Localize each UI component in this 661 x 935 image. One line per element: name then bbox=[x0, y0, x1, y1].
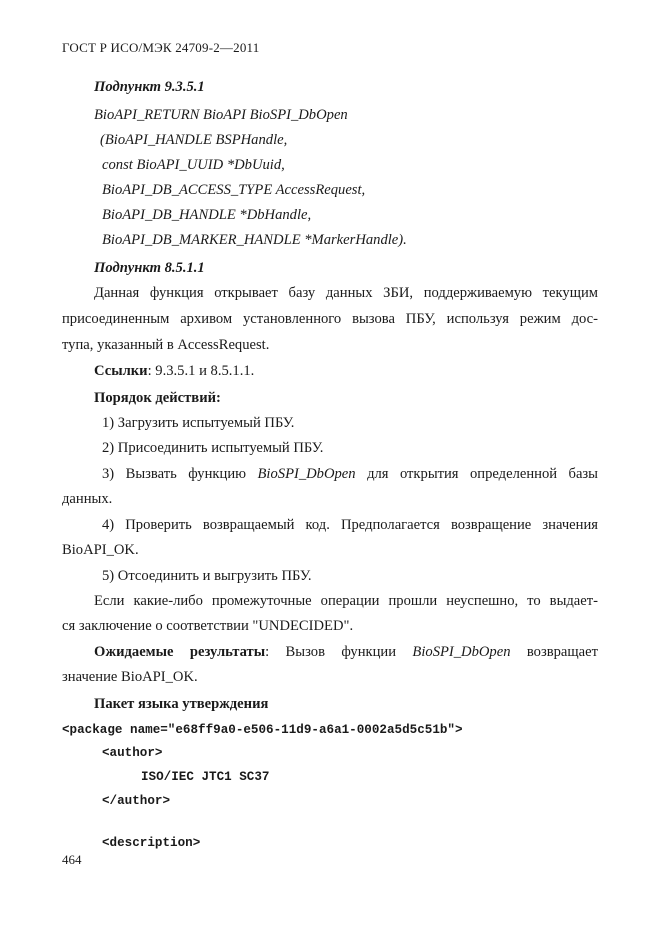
procedure-step-1: 1) Загрузить испытуемый ПБУ. bbox=[102, 415, 295, 431]
code-line: <description> bbox=[102, 836, 201, 850]
code-line: </author> bbox=[102, 794, 171, 808]
expected-results-suffix: возвращает bbox=[526, 644, 598, 660]
expected-results-label: Ожидаемые результаты bbox=[94, 644, 266, 660]
procedure-step-3 bbox=[102, 465, 598, 483]
code-line: ISO/IEC JTC1 SC37 bbox=[141, 770, 270, 784]
function-signature-line: const BioAPI_UUID *DbUuid, bbox=[102, 157, 285, 173]
expected-results-continuation: значение BioAPI_OK. bbox=[62, 669, 198, 685]
subclause-heading-8-5-1-1: Подпункт 8.5.1.1 bbox=[94, 260, 205, 276]
function-signature-line: BioAPI_DB_HANDLE *DbHandle, bbox=[102, 207, 312, 223]
references-label: Ссылки bbox=[94, 363, 148, 379]
function-signature-line: BioAPI_DB_MARKER_HANDLE *MarkerHandle). bbox=[102, 232, 407, 248]
references-text: : 9.3.5.1 и 8.5.1.1. bbox=[147, 363, 255, 379]
expected-results-function: BioSPI_DbOpen bbox=[412, 644, 511, 660]
procedure-step-4-continuation: BioAPI_OK. bbox=[62, 542, 139, 558]
page-number: 464 bbox=[62, 852, 82, 867]
description-line: тупа, указанный в AccessRequest. bbox=[62, 337, 270, 353]
failure-note-continuation: ся заключение о соответствии "UNDECIDED". bbox=[62, 618, 354, 634]
assertion-package-heading: Пакет языка утверждения bbox=[94, 696, 269, 712]
procedure-step-3-suffix: для открытия определенной базы bbox=[367, 466, 598, 482]
references-line bbox=[94, 362, 254, 380]
expected-results bbox=[94, 643, 598, 661]
expected-results-prefix: : Вызов функции bbox=[265, 644, 397, 660]
procedure-step-3-function: BioSPI_DbOpen bbox=[257, 466, 356, 482]
subclause-heading-9-3-5-1: Подпункт 9.3.5.1 bbox=[94, 79, 205, 95]
function-signature-line: BioAPI_RETURN BioAPI BioSPI_DbOpen bbox=[94, 107, 348, 123]
function-signature-line: BioAPI_DB_ACCESS_TYPE AccessRequest, bbox=[102, 182, 366, 198]
procedure-step-3-continuation: данных. bbox=[62, 491, 113, 507]
code-line: <package name="e68ff9a0-e506-11d9-a6a1-0002a5d5c51b"> bbox=[62, 723, 463, 737]
description-line: Данная функция открывает базу данных ЗБИ, поддерживаемую текущим bbox=[94, 285, 598, 301]
procedure-step-4: 4) Проверить возвращаемый код. Предполагается возвращение значения bbox=[102, 517, 598, 533]
procedure-heading: Порядок действий: bbox=[94, 390, 221, 406]
standard-header: ГОСТ Р ИСО/МЭК 24709-2—2011 bbox=[62, 40, 260, 55]
function-signature-line: (BioAPI_HANDLE BSPHandle, bbox=[100, 132, 288, 148]
procedure-step-5: 5) Отсоединить и выгрузить ПБУ. bbox=[102, 568, 312, 584]
code-line: <author> bbox=[102, 746, 163, 760]
description-line: присоединенным архивом установленного вызова ПБУ, используя режим дос- bbox=[62, 311, 598, 327]
procedure-step-2: 2) Присоединить испытуемый ПБУ. bbox=[102, 440, 324, 456]
failure-note: Если какие-либо промежуточные операции прошли неуспешно, то выдает- bbox=[94, 593, 598, 609]
procedure-step-3-prefix: 3) Вызвать функцию bbox=[102, 466, 247, 482]
